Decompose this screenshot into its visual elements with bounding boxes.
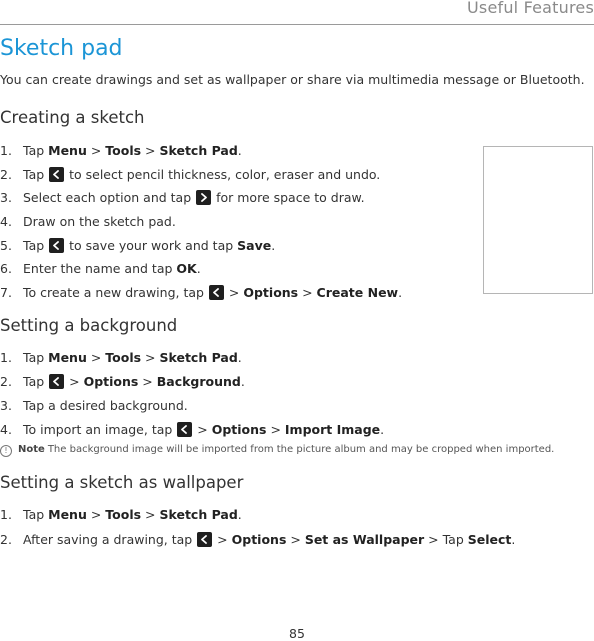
menu-term: Options (83, 374, 139, 389)
step-text: > (141, 507, 160, 522)
step-text: Tap (23, 238, 49, 253)
step-text: > Tap (424, 532, 468, 547)
step-item (0, 531, 515, 549)
step-item (0, 349, 242, 367)
step-text: > (86, 143, 106, 158)
menu-term: Save (237, 238, 272, 253)
step-number: 1. (0, 143, 12, 158)
menu-term: Menu (48, 350, 87, 365)
step-number: 5. (0, 238, 12, 253)
step-number: 7. (0, 285, 12, 300)
intro-text: You can create drawings and set as wallpaper or share via multimedia message or Bluetooth. (0, 72, 585, 87)
step-item (0, 421, 384, 439)
step-text: > (213, 532, 232, 547)
step-item (0, 260, 201, 278)
note-text: The background image will be imported from the picture album and may be cropped when imported. (47, 444, 555, 455)
menu-term: Sketch Pad (159, 350, 238, 365)
note-label: Note (18, 444, 45, 455)
step-text: Select each option and tap (23, 190, 196, 205)
section-title: Setting a sketch as wallpaper (0, 473, 244, 492)
step-text: . (380, 422, 385, 437)
back-key-icon (49, 374, 64, 389)
menu-term: Tools (105, 143, 142, 158)
forward-key-icon (196, 190, 211, 205)
step-number: 2. (0, 167, 12, 182)
step-text: Tap (23, 374, 49, 389)
step-text: Tap (23, 507, 49, 522)
menu-term: Options (231, 532, 287, 547)
menu-term: Menu (48, 143, 87, 158)
step-text: > (224, 285, 244, 300)
step-text: > (141, 143, 160, 158)
step-text: > (86, 350, 106, 365)
back-key-icon (49, 238, 64, 253)
step-text: Tap (23, 350, 49, 365)
step-item (0, 373, 245, 391)
step-number: 2. (0, 374, 12, 389)
step-number: 4. (0, 214, 12, 229)
step-text: Draw on the sketch pad. (23, 214, 176, 229)
menu-term: Tools (105, 350, 142, 365)
step-text: > (266, 422, 285, 437)
back-key-icon (197, 532, 212, 547)
step-item (0, 506, 242, 524)
menu-term: Background (156, 374, 241, 389)
step-text: To create a new drawing, tap (23, 285, 208, 300)
step-number: 1. (0, 350, 12, 365)
step-item (0, 166, 380, 184)
step-text: . (271, 238, 276, 253)
step-item (0, 189, 365, 207)
step-text: Tap (23, 143, 49, 158)
step-item (0, 237, 275, 255)
step-text: > (65, 374, 84, 389)
step-text: for more space to draw. (212, 190, 365, 205)
step-text: . (398, 285, 403, 300)
sketch-preview-image (483, 146, 593, 294)
step-number: 1. (0, 507, 12, 522)
page-title: Sketch pad (0, 36, 123, 61)
section-title: Setting a background (0, 316, 178, 335)
step-text: Tap (23, 167, 49, 182)
step-number: 3. (0, 190, 12, 205)
step-number: 4. (0, 422, 12, 437)
menu-term: Tools (105, 507, 142, 522)
step-number: 2. (0, 532, 12, 547)
step-item (0, 284, 402, 302)
step-text: > (298, 285, 317, 300)
menu-term: Menu (48, 507, 87, 522)
menu-term: Create New (316, 285, 399, 300)
step-text: To import an image, tap (23, 422, 177, 437)
step-number: 6. (0, 261, 12, 276)
step-text: > (193, 422, 212, 437)
menu-term: Sketch Pad (159, 143, 238, 158)
menu-term: Import Image (284, 422, 381, 437)
step-text: Enter the name and tap (23, 261, 177, 276)
step-text: to select pencil thickness, color, eraser and undo. (65, 167, 381, 182)
step-text: . (237, 350, 242, 365)
step-text: > (286, 532, 305, 547)
back-key-icon (209, 285, 224, 300)
step-text: . (511, 532, 516, 547)
step-text: to save your work and tap (65, 238, 238, 253)
step-text: Tap a desired background. (23, 398, 188, 413)
info-icon: ! (0, 445, 12, 457)
step-item (0, 397, 188, 415)
step-text: > (86, 507, 106, 522)
menu-term: Select (467, 532, 512, 547)
menu-term: OK (176, 261, 197, 276)
menu-term: Set as Wallpaper (304, 532, 425, 547)
menu-term: Options (243, 285, 299, 300)
section-title: Creating a sketch (0, 108, 145, 127)
step-text: > (141, 350, 160, 365)
header-divider (0, 24, 594, 25)
step-text: . (237, 507, 242, 522)
step-item (0, 142, 242, 160)
step-text: After saving a drawing, tap (23, 532, 197, 547)
step-number: 3. (0, 398, 12, 413)
step-text: > (138, 374, 157, 389)
step-text: . (237, 143, 242, 158)
page-number: 85 (289, 626, 305, 641)
menu-term: Options (211, 422, 267, 437)
back-key-icon (49, 167, 64, 182)
note (0, 444, 554, 457)
step-text: . (240, 374, 245, 389)
back-key-icon (177, 422, 192, 437)
menu-term: Sketch Pad (159, 507, 238, 522)
step-text: . (196, 261, 201, 276)
step-item (0, 213, 176, 231)
header-section-label: Useful Features (467, 0, 594, 17)
